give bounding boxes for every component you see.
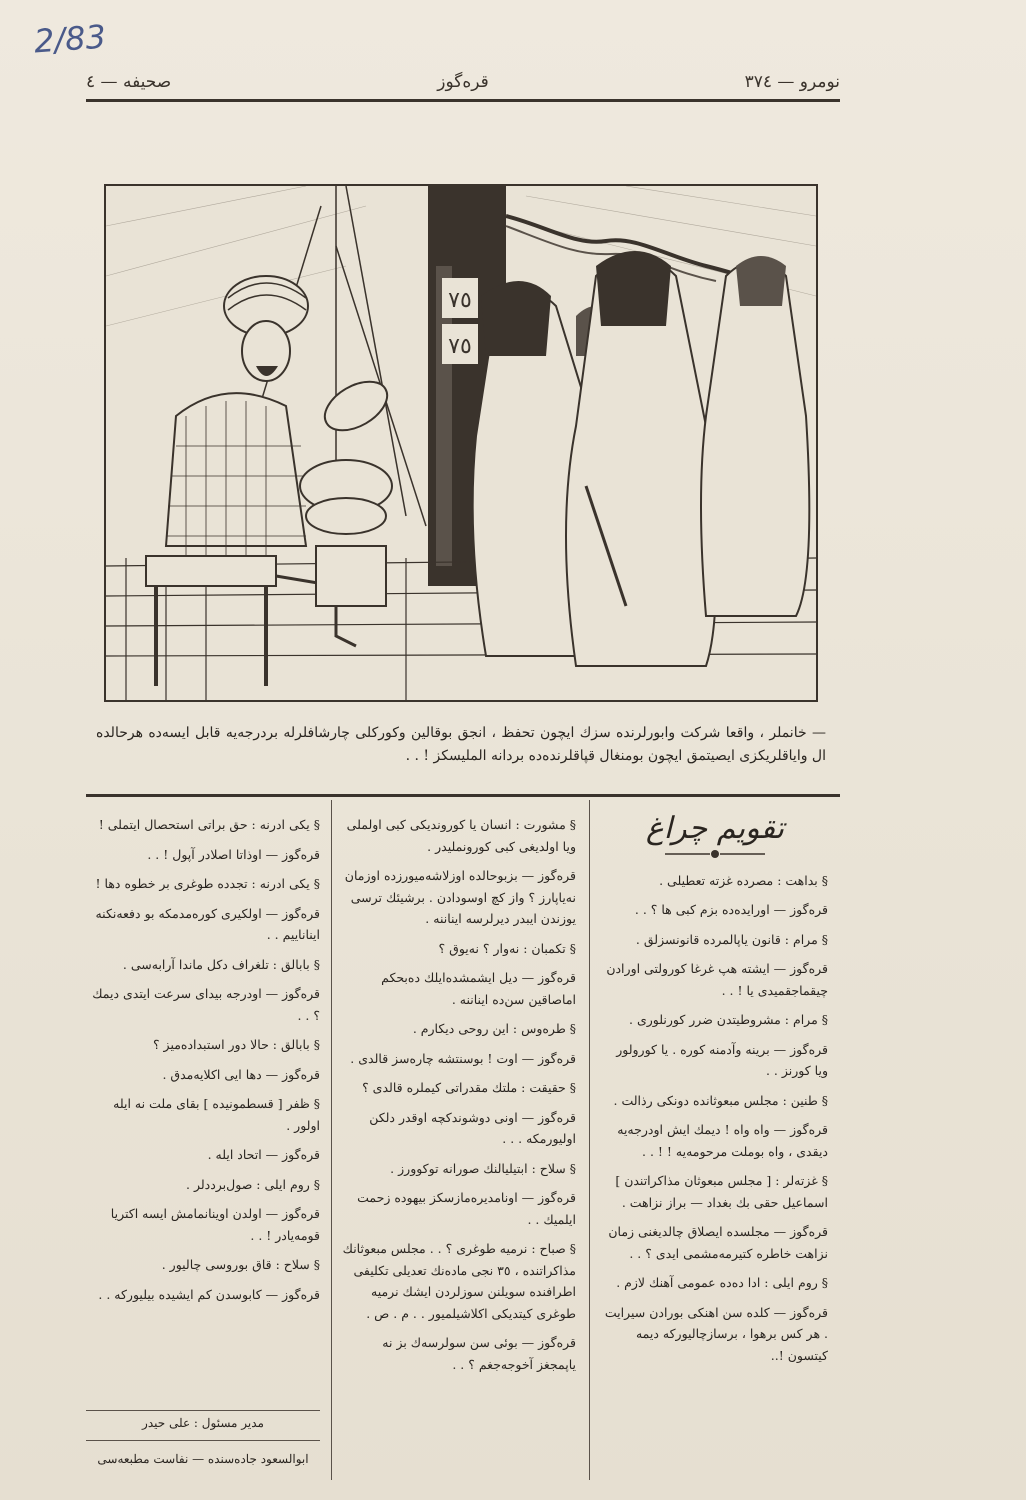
item: قره‌گوز — اوذاتا اصلادر آپول ! . .	[147, 846, 320, 862]
title-ornament	[602, 846, 828, 860]
item: § یکی ادرنه : تجدده طوغری بر خطوه دها !	[95, 876, 320, 891]
item: قره‌گوز — بوئی سن سولرسه‌ك بز نه یاپمجغز آخوجه‌جغم ؟ . .	[382, 1335, 576, 1372]
item: قره‌گوز — اونی دوشوندکچه اوقدر دلکن اولیورمکه . . .	[369, 1109, 576, 1146]
masthead-rule	[86, 99, 840, 102]
item: § تکمبان : نه‌وار ؟ نه‌یوق ؟	[438, 940, 576, 956]
column-divider-left	[331, 800, 332, 1480]
item: قره‌گوز — اودرجه بیدای سرعت ایتدی دیمك ؟ . .	[92, 986, 320, 1023]
columns-top-rule	[86, 794, 840, 797]
item: § سلاح : ابتیلیالنك صورانه توکوورز .	[390, 1160, 576, 1176]
item: قره‌گوز — بزبوحالده اوزلاشه‌میورزده اوزمان نه‌یاپارز ؟ واز کچ اوسودادن . برشیئك ترسی یوزندن ایبدر دیرلرسه ایناننه .	[344, 868, 576, 926]
masthead	[86, 62, 840, 98]
funnel-number-top: ٧٥	[448, 288, 472, 313]
item: § بابالق : تلغراف دکل ماندا آرابه‌سی .	[122, 956, 320, 972]
funnel-number-bottom: ٧٥	[448, 334, 472, 359]
item: § طره‌وس : این روحی دیکارم .	[412, 1021, 576, 1036]
page-number: صحیفه — ٤	[86, 72, 172, 92]
archive-number: 2/83	[32, 17, 108, 61]
item: قره‌گوز — دها ایی اکلایه‌مدق .	[162, 1066, 320, 1082]
column-middle	[342, 814, 576, 1383]
item: قره‌گوز — کابوسدن کم ایشیده بیلیورکه . .	[98, 1286, 320, 1302]
item: قره‌گوز — برینه وآدمنه کوره . یا کورولور ویا کورنز . .	[616, 1041, 828, 1078]
cartoon-illustration	[104, 184, 818, 702]
item: قره‌گوز — اتحاد ایله .	[207, 1147, 320, 1162]
veiled-women-group	[473, 251, 810, 666]
item: قره‌گوز — اورایده‌ده بزم کبی ها ؟ . .	[634, 902, 828, 917]
item: قره‌گوز — ایشته هپ غرغا کورولتی اورادن چیقماجقمیدی یا ! . .	[606, 961, 828, 998]
item: § بابالق : حالا دور استبداده‌میز ؟	[152, 1037, 320, 1052]
issue-number: نومرو — ٣٧٤	[744, 72, 840, 92]
item: قره‌گوز — اونامدیره‌مازسکز بیهوده زحمت ایلمیك . .	[357, 1190, 576, 1227]
item: § حقیقت : ملتك مقدراتی کیملره قالدی ؟	[362, 1080, 576, 1095]
editor-rule-top	[86, 1410, 320, 1411]
item: § یکی ادرنه : حق براتی استحصال ایتملی !	[98, 817, 320, 832]
item: قره‌گوز — اولکیری کوره‌مدمکه بو دفعه‌نکنه ایناناییم . .	[95, 905, 320, 942]
item: قره‌گوز — اوت ! بوسنتشه چاره‌سز قالدی .	[350, 1050, 576, 1066]
printer-imprint: ابوالسعود جاده‌سنده — نفاست مطبعه‌سی	[97, 1452, 309, 1466]
item: § سلاح : قاق بوروسی چالیور .	[161, 1257, 320, 1272]
item: قره‌گوز — مجلسده ایصلاق چالدیغنی زمان نزاهت خاطره کتیرمه‌مشمی ایدی ؟ . .	[608, 1224, 828, 1261]
item: § مشورت : انسان یا کوروندیکی کبی اولملی ویا اولدیغی کبی کورونملیدر .	[346, 817, 576, 854]
cartoon-drawing	[106, 186, 816, 700]
newspaper-title: قره‌گوز	[437, 72, 489, 92]
item: § صباح : نرمیه طوغری ؟ . . مجلس مبعوثانك مذاکراتنده ، ٣٥ نجی ماده‌نك تعدیلی تکلیفی اطرافنده سویلنن سوزلردن ایشك نرمیه طوغری کیتدیکی اکلاشیلمیور . . م . ص .	[342, 1241, 576, 1321]
item: § طنین : مجلس مبعوثانده دونکی رذالت .	[613, 1092, 828, 1108]
item: § روم ایلی : ادا ده‌ده عمومی آهنك لازم .	[616, 1275, 828, 1290]
item: § ظفر [ قسطمونیده ] بقای ملت نه ایله اولور .	[113, 1096, 320, 1133]
item: § مرام : قانون یاپالمرده قانونسزلق .	[635, 931, 828, 947]
item: § روم ایلی : صول‌برددلر .	[186, 1176, 320, 1192]
editor-in-charge: مدیر مسئول : علی حیدر	[142, 1416, 264, 1430]
column-right	[602, 811, 828, 1374]
illustration-caption: — خانملر ، واقعا شرکت وابورلرنده سزك ایچون تحفظ ، انجق بوقالین وکورکلی چارشافلرله بردرجه‌یه قابل ایسه‌ده هرحالده ال وایاقلریکزی ایصیتمق ایچون بومنغال قپاقلرنده‌ده بردانه الملیسکز ! . .	[96, 725, 826, 764]
section-title: تقویم چراغ	[645, 811, 785, 846]
item: § بداهت : مصرده غزته تعطیلی .	[659, 872, 828, 888]
item: قره‌گوز — کلده سن اهنکی بورادن سیرایت . هر کس برهوا ، برسازچالیورکه دیمه کیتسون !..	[604, 1304, 828, 1363]
item: قره‌گوز — دیل ایشمشده‌ایلك ده‌بحکم اماصاقین سن‌ده ایناننه .	[381, 970, 576, 1007]
column-left	[86, 814, 320, 1313]
editor-rule-bottom	[86, 1440, 320, 1441]
item: § غزته‌لر : [ مجلس مبعوثان مذاکراتندن ] اسماعیل حقی بك بغداد — براز نزاهت .	[615, 1173, 828, 1210]
column-divider-right	[589, 800, 590, 1480]
item: قره‌گوز — واه واه ! دیمك ایش اودرجه‌یه دیقدی ، واه بوملت مرحومه‌یه ! ! . .	[617, 1122, 828, 1159]
item: § مرام : مشروطیتدن ضرر کورنلوری .	[629, 1012, 828, 1027]
item: قره‌گوز — اولدن اوینانمامش ایسه اکتریا قومه‌یادر ! . .	[110, 1206, 320, 1243]
